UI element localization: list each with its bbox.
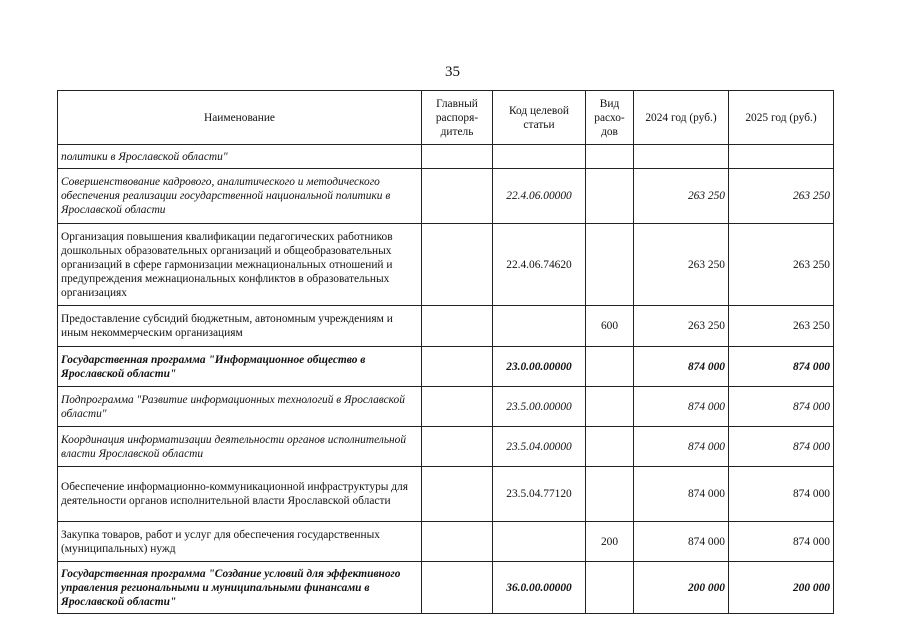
row-2024: 874 000	[634, 467, 729, 522]
row-2025: 874 000	[729, 522, 834, 562]
row-2025: 874 000	[729, 387, 834, 427]
header-2024: 2024 год (руб.)	[634, 91, 729, 145]
row-chief	[422, 306, 493, 347]
row-code: 36.0.00.00000	[493, 562, 586, 614]
row-chief	[422, 562, 493, 614]
row-vid	[586, 145, 634, 169]
row-name: Предоставление субсидий бюджетным, автономным учреждениям и иным некоммерческим организациям	[58, 306, 422, 347]
page-number: 35	[445, 64, 460, 80]
row-name: Координация информатизации деятельности органов исполнительной власти Ярославской области	[58, 427, 422, 467]
row-2024: 874 000	[634, 387, 729, 427]
table-row	[58, 562, 834, 614]
table-row	[58, 306, 834, 347]
row-2025: 200 000	[729, 562, 834, 614]
row-code	[493, 145, 586, 169]
row-vid	[586, 467, 634, 522]
row-code: 23.5.04.00000	[493, 427, 586, 467]
row-code: 22.4.06.74620	[493, 224, 586, 306]
table-row	[58, 169, 834, 224]
table-row	[58, 522, 834, 562]
row-2024: 263 250	[634, 224, 729, 306]
row-vid: 200	[586, 522, 634, 562]
table-row	[58, 387, 834, 427]
row-2025: 874 000	[729, 347, 834, 387]
row-2024: 874 000	[634, 347, 729, 387]
header-vid: Вид расхо-дов	[586, 91, 634, 145]
table-body	[58, 145, 834, 614]
table-row	[58, 224, 834, 306]
row-name: Закупка товаров, работ и услуг для обеспечения государственных (муниципальных) нужд	[58, 522, 422, 562]
row-2025: 874 000	[729, 427, 834, 467]
table-header	[58, 91, 834, 145]
row-name: Государственная программа "Информационное общество в Ярославской области"	[58, 347, 422, 387]
header-chief: Главный распоря-дитель	[422, 91, 493, 145]
table-row	[58, 145, 834, 169]
row-2025	[729, 145, 834, 169]
row-vid	[586, 224, 634, 306]
row-name: политики в Ярославской области"	[58, 145, 422, 169]
row-chief	[422, 169, 493, 224]
table-row	[58, 347, 834, 387]
row-code: 23.0.00.00000	[493, 347, 586, 387]
row-vid	[586, 169, 634, 224]
row-2024: 263 250	[634, 169, 729, 224]
row-chief	[422, 427, 493, 467]
table-row	[58, 467, 834, 522]
row-2024: 263 250	[634, 306, 729, 347]
row-chief	[422, 387, 493, 427]
row-vid	[586, 562, 634, 614]
row-chief	[422, 467, 493, 522]
table-row	[58, 427, 834, 467]
row-2024: 874 000	[634, 522, 729, 562]
row-code	[493, 306, 586, 347]
row-name: Совершенствование кадрового, аналитического и методического обеспечения реализации государственной национальной политики в Ярославской области	[58, 169, 422, 224]
header-name: Наименование	[58, 91, 422, 145]
header-2025: 2025 год (руб.)	[729, 91, 834, 145]
header-code: Код целевой статьи	[493, 91, 586, 145]
row-chief	[422, 347, 493, 387]
row-chief	[422, 522, 493, 562]
row-name: Подпрограмма "Развитие информационных технологий в Ярославской области"	[58, 387, 422, 427]
row-2024: 874 000	[634, 427, 729, 467]
row-2025: 874 000	[729, 467, 834, 522]
row-vid	[586, 347, 634, 387]
row-code: 23.5.00.00000	[493, 387, 586, 427]
row-name: Организация повышения квалификации педагогических работников дошкольных образовательных организаций и общеобразовательных организаций в сфере гармонизации межнациональных отношений и предупреждения межнациональных конфликтов в образовательных организациях	[58, 224, 422, 306]
row-vid: 600	[586, 306, 634, 347]
row-code	[493, 522, 586, 562]
row-vid	[586, 387, 634, 427]
row-name: Обеспечение информационно-коммуникационной инфраструктуры для деятельности органов исполнительной власти Ярославской области	[58, 467, 422, 522]
row-vid	[586, 427, 634, 467]
row-2024	[634, 145, 729, 169]
row-code: 22.4.06.00000	[493, 169, 586, 224]
row-name: Государственная программа "Создание условий для эффективного управления региональными и муниципальными финансами в Ярославской области"	[58, 562, 422, 614]
row-2025: 263 250	[729, 169, 834, 224]
row-2025: 263 250	[729, 306, 834, 347]
row-2024: 200 000	[634, 562, 729, 614]
row-chief	[422, 145, 493, 169]
budget-table	[57, 90, 834, 614]
row-2025: 263 250	[729, 224, 834, 306]
row-code: 23.5.04.77120	[493, 467, 586, 522]
row-chief	[422, 224, 493, 306]
